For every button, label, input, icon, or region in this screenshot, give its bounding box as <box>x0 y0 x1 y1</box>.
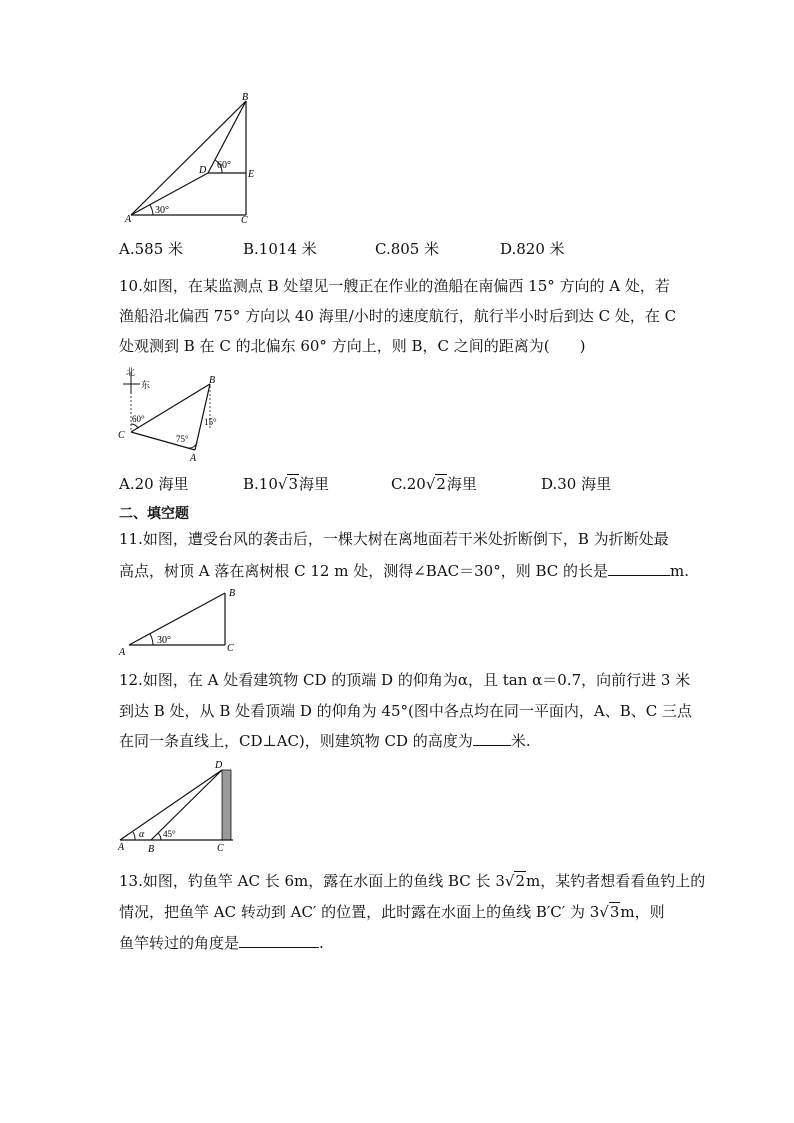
q13-line-3-text: 鱼竿转过的角度是 <box>119 934 240 952</box>
q10-line-2: 渔船沿北偏西 75° 方向以 40 海里/小时的速度航行，航行半小时后到达 C 处，在 C <box>119 307 677 325</box>
figure-q12 <box>115 757 240 852</box>
q11-line-2-unit: m. <box>670 562 690 580</box>
q13-answer-blank[interactable] <box>239 933 319 948</box>
q13-line-1-radicand: 2 <box>515 872 525 890</box>
q12-line-3-unit: 米. <box>510 732 531 750</box>
fig10-north: 北 <box>126 367 136 377</box>
q11-line-2 <box>119 561 689 581</box>
q10-option-d: D.30 海里 <box>541 475 612 493</box>
fig9-label-b: B <box>242 92 249 103</box>
fig11-label-c: C <box>227 643 234 654</box>
fig12-angle: 45° <box>163 829 176 839</box>
q10-option-b-suffix: 海里 <box>299 475 330 493</box>
figure-q9 <box>115 92 265 228</box>
q10-line-3: 处观测到 B 在 C 的北偏东 60° 方向上，则 B，C 之间的距离为( ) <box>119 337 586 355</box>
q10-option-c <box>391 473 477 494</box>
fig12-alpha: α <box>139 829 145 840</box>
fig12-label-c: C <box>217 843 224 852</box>
q12-line-3 <box>119 731 531 751</box>
fig10-angle-b: 15° <box>204 417 217 427</box>
q10-option-b-prefix: B.10 <box>243 475 278 493</box>
fig12-label-b: B <box>148 844 155 852</box>
q10-option-b <box>243 473 329 494</box>
fig10-angle-a: 75° <box>176 434 189 444</box>
q10-option-a: A.20 海里 <box>119 475 189 493</box>
q10-line-1: 10.如图，在某监测点 B 处望见一艘正在作业的渔船在南偏西 15° 方向的 A 处，若 <box>119 277 670 295</box>
fig9-label-e: E <box>248 169 255 180</box>
figure-q11 <box>115 585 245 657</box>
fig10-label-a: A <box>190 453 197 464</box>
q9-option-a: A.585 米 <box>119 240 183 258</box>
q13-line-2-text: 情况，把鱼竿 AC 转动到 AC′ 的位置，此时露在水面上的鱼线 B′C′ 为 3 <box>119 903 600 921</box>
q13-line-3-tail: . <box>319 934 324 952</box>
sqrt-icon: √ <box>599 903 609 921</box>
fig10-east: 东 <box>141 380 151 390</box>
sqrt-icon: √ <box>425 475 436 493</box>
q12-answer-blank[interactable] <box>473 731 511 746</box>
fig12-label-a: A <box>118 842 125 852</box>
fig9-label-c: C <box>241 215 248 226</box>
q9-option-d: D.820 米 <box>500 240 565 258</box>
q9-option-c: C.805 米 <box>375 240 440 258</box>
q13-line-1 <box>119 871 705 891</box>
fig11-angle: 30° <box>157 635 171 646</box>
q13-line-2-radicand: 3 <box>609 903 620 921</box>
q13-line-1-text: 13.如图，钓鱼竿 AC 长 6m，露在水面上的鱼线 BC 长 3 <box>119 872 505 890</box>
sqrt-icon: √ <box>504 872 515 890</box>
fig10-label-b: B <box>209 375 216 386</box>
fig10-label-c: C <box>118 430 125 441</box>
q13-line-2 <box>119 902 665 922</box>
q11-line-1: 11.如图，遭受台风的袭击后，一棵大树在离地面若干米处折断倒下，B 为折断处最 <box>119 530 669 548</box>
fig9-angle-a: 30° <box>155 205 169 216</box>
section-title: 二、填空题 <box>119 506 189 522</box>
q12-line-1: 12.如图，在 A 处看建筑物 CD 的顶端 D 的仰角为α，且 tan α＝0.7，向前行进 3 米 <box>119 671 691 689</box>
fig11-label-a: A <box>119 647 126 657</box>
fig11-label-b: B <box>229 588 236 599</box>
fig9-angle-d: 60° <box>217 160 231 171</box>
q13-line-2-tail: m，则 <box>620 903 665 921</box>
q10-option-c-radicand: 2 <box>436 475 446 493</box>
q11-answer-blank[interactable] <box>608 561 670 576</box>
q11-line-2-text: 高点，树顶 A 落在离树根 C 12 m 处，测得∠BAC＝30°，则 BC 的长是 <box>119 562 609 580</box>
q13-line-1-tail: m，某钓者想看看鱼钓上的 <box>525 872 706 890</box>
q10-option-c-suffix: 海里 <box>446 475 477 493</box>
q9-option-b: B.1014 米 <box>243 240 317 258</box>
fig12-label-d: D <box>215 760 223 771</box>
q10-option-c-prefix: C.20 <box>391 475 426 493</box>
fig9-label-d: D <box>199 165 207 176</box>
q10-option-b-radicand: 3 <box>288 475 298 493</box>
sqrt-icon: √ <box>277 475 288 493</box>
q13-line-3 <box>119 933 324 953</box>
q12-line-3-text: 在同一条直线上，CD⊥AC)，则建筑物 CD 的高度为 <box>119 732 473 750</box>
fig9-label-a: A <box>125 214 132 225</box>
figure-q10 <box>112 364 232 464</box>
fig10-angle-c: 60° <box>132 414 145 424</box>
q12-line-2: 到达 B 处，从 B 处看顶端 D 的仰角为 45°(图中各点均在同一平面内，A、B、C 三点 <box>119 702 692 720</box>
